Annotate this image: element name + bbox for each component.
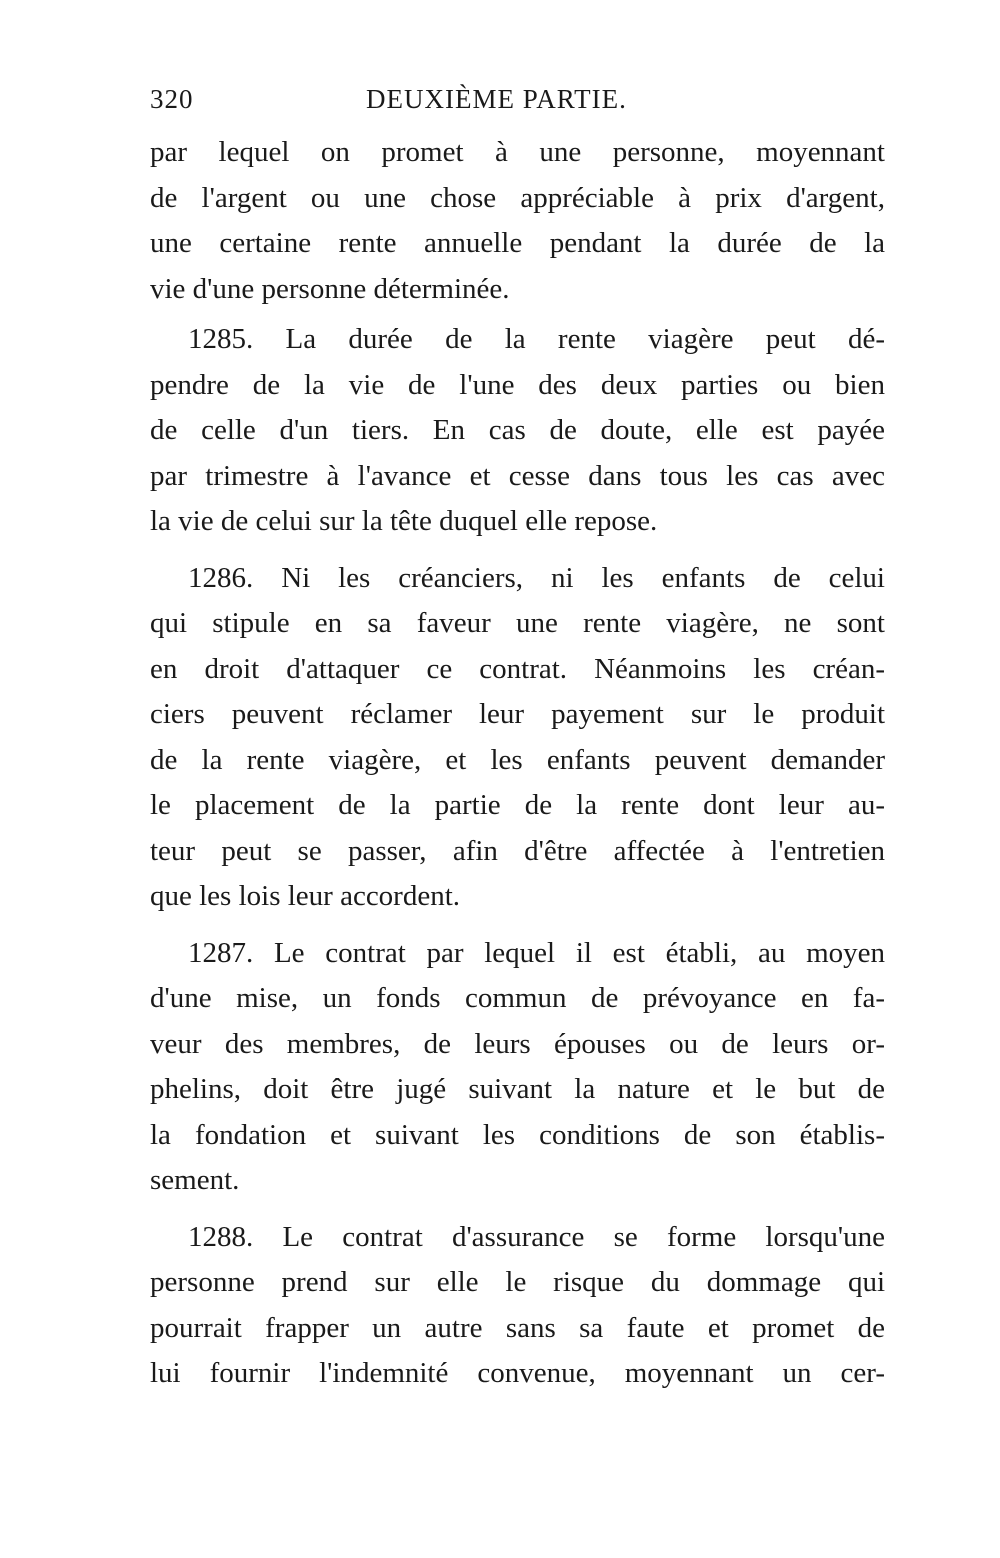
text-line: la vie de celui sur la tête duquel elle repose. [150,505,658,537]
text-line: sement. [150,1164,240,1196]
running-title: DEUXIÈME PARTIE. [366,84,627,114]
text-line: pendre de la vie de l'une des deux parties ou bien [150,368,885,401]
text-line: le placement de la partie de la rente dont leur au- [150,789,885,821]
running-head [150,84,885,124]
paragraph-article-1286 [150,556,885,920]
text-line: de l'argent ou une chose appréciable à prix d'argent, [150,181,885,214]
text-line: 1287. Le contrat par lequel il est établi, au moyen [188,936,885,969]
text-line: 1288. Le contrat d'assurance se forme lorsqu'une [188,1220,885,1253]
text-line: d'une mise, un fonds commun de prévoyance en fa- [150,982,885,1014]
text-line: une certaine rente annuelle pendant la durée de la [150,227,885,259]
text-line: de la rente viagère, et les enfants peuvent demander [150,743,885,776]
paragraph [150,130,885,312]
text-line: teur peut se passer, afin d'être affectée à l'entretien [150,834,885,867]
text-line: de celle d'un tiers. En cas de doute, elle est payée [150,414,885,446]
text-line: vie d'une personne déterminée. [150,272,510,305]
text-line: personne prend sur elle le risque du dommage qui [150,1266,885,1298]
text-line: par lequel on promet à une personne, moyennant [150,136,885,168]
paragraph-article-1287 [150,931,885,1204]
text-line: veur des membres, de leurs épouses ou de leurs or- [150,1027,885,1060]
text-line: ciers peuvent réclamer leur payement sur le produit [150,698,885,730]
text-line: la fondation et suivant les conditions de son établis- [150,1118,885,1151]
page-number: 320 [150,84,194,114]
text-line: pourrait frapper un autre sans sa faute et promet de [150,1311,885,1344]
text-line: que les lois leur accordent. [150,880,461,912]
paragraph-article-1288 [150,1215,885,1397]
text-line: par trimestre à l'avance et cesse dans tous les cas avec [150,459,885,492]
text-line: 1285. La durée de la rente viagère peut dé- [188,323,885,355]
text-line: 1286. Ni les créanciers, ni les enfants de celui [188,561,885,594]
text-line: qui stipule en sa faveur une rente viagère, ne sont [150,607,885,639]
body-text [150,130,885,1402]
text-line: lui fournir l'indemnité convenue, moyennant un cer- [150,1357,885,1389]
paragraph-article-1285 [150,317,885,545]
text-line: en droit d'attaquer ce contrat. Néanmoins les créan- [150,652,885,685]
text-line: phelins, doit être jugé suivant la nature et le but de [150,1073,885,1105]
